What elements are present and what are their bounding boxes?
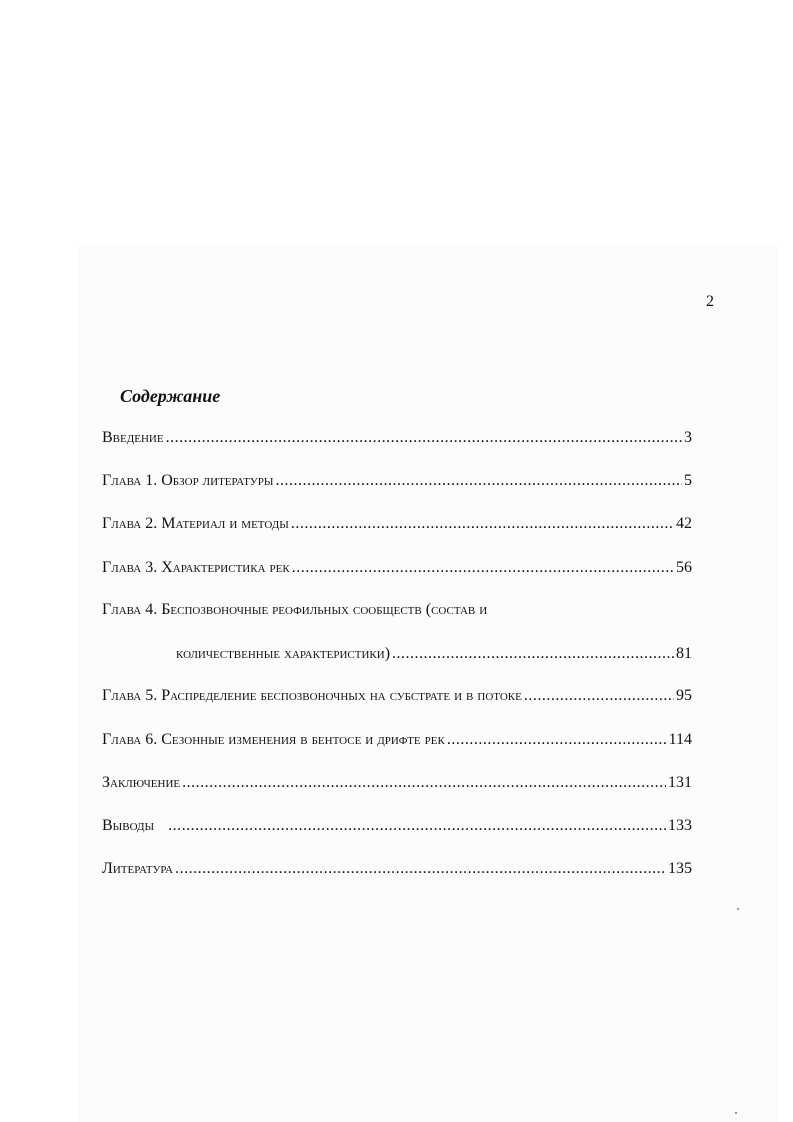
- toc-entry-chapter-4-continued: [176, 645, 692, 663]
- toc-leader-dots: [292, 559, 674, 577]
- toc-entry-conclusion: [102, 774, 692, 792]
- toc-entry-page: 42: [676, 515, 692, 532]
- toc-entry-label: Заключение: [102, 774, 181, 791]
- toc-entry-chapter-3: [102, 559, 692, 577]
- toc-entry-label: Глава 3. Характеристика рек: [102, 559, 290, 576]
- toc-entry-chapter-6: [102, 731, 692, 749]
- scan-speck: [735, 1112, 737, 1114]
- toc-entry-findings: [102, 817, 692, 835]
- toc-entry-label: Литература: [102, 860, 174, 877]
- toc-entry-label: количественные характеристики): [176, 645, 391, 662]
- toc-leader-dots: [182, 774, 666, 792]
- toc-entry-label: Глава 4. Беспозвоночные реофильных сообществ (состав и: [102, 601, 488, 618]
- toc-leader-dots: [175, 860, 666, 878]
- toc-entry-page: 135: [668, 860, 692, 877]
- toc-entry-label: Введение: [102, 429, 164, 446]
- toc-title: Содержание: [120, 386, 221, 406]
- toc-leader-dots: [447, 731, 667, 749]
- toc-leader-dots: [291, 515, 674, 533]
- toc-entry-chapter-2: [102, 515, 692, 533]
- toc-entry-page: 114: [668, 731, 692, 748]
- toc-entry-label: Глава 2. Материал и методы: [102, 515, 289, 532]
- toc-entry-label: Глава 1. Обзор литературы: [102, 472, 274, 489]
- toc-entry-page: 133: [668, 817, 692, 834]
- toc-leader-dots: [392, 645, 674, 663]
- page-number: 2: [706, 293, 714, 310]
- scan-speck: [737, 908, 739, 910]
- toc-entry-page: 56: [676, 559, 692, 576]
- toc-entry-chapter-4: [102, 601, 692, 619]
- toc-entry-chapter-5: [102, 687, 692, 705]
- toc-entry-label: Глава 5. Распределение беспозвоночных на субстрате и в потоке: [102, 687, 522, 704]
- toc-leader-dots: [168, 817, 666, 835]
- toc-entry-label: Глава 6. Сезонные изменения в бентосе и дрифте рек: [102, 731, 445, 748]
- toc-entry-page: 5: [684, 472, 692, 489]
- toc-entry-page: 3: [684, 429, 692, 446]
- toc-entry-label: Выводы: [102, 817, 155, 834]
- toc-entry-literature: [102, 860, 692, 878]
- toc-leader-dots: [166, 429, 682, 447]
- toc-entry-page: 131: [668, 774, 692, 791]
- toc-entry-page: 95: [676, 687, 692, 704]
- toc-entry-page: 81: [676, 645, 692, 662]
- toc-leader-dots: [275, 472, 682, 490]
- toc-leader-dots: [524, 687, 674, 705]
- toc-entry-chapter-1: [102, 472, 692, 490]
- scanned-page-area: [78, 243, 778, 1122]
- toc-entry-introduction: [102, 429, 692, 447]
